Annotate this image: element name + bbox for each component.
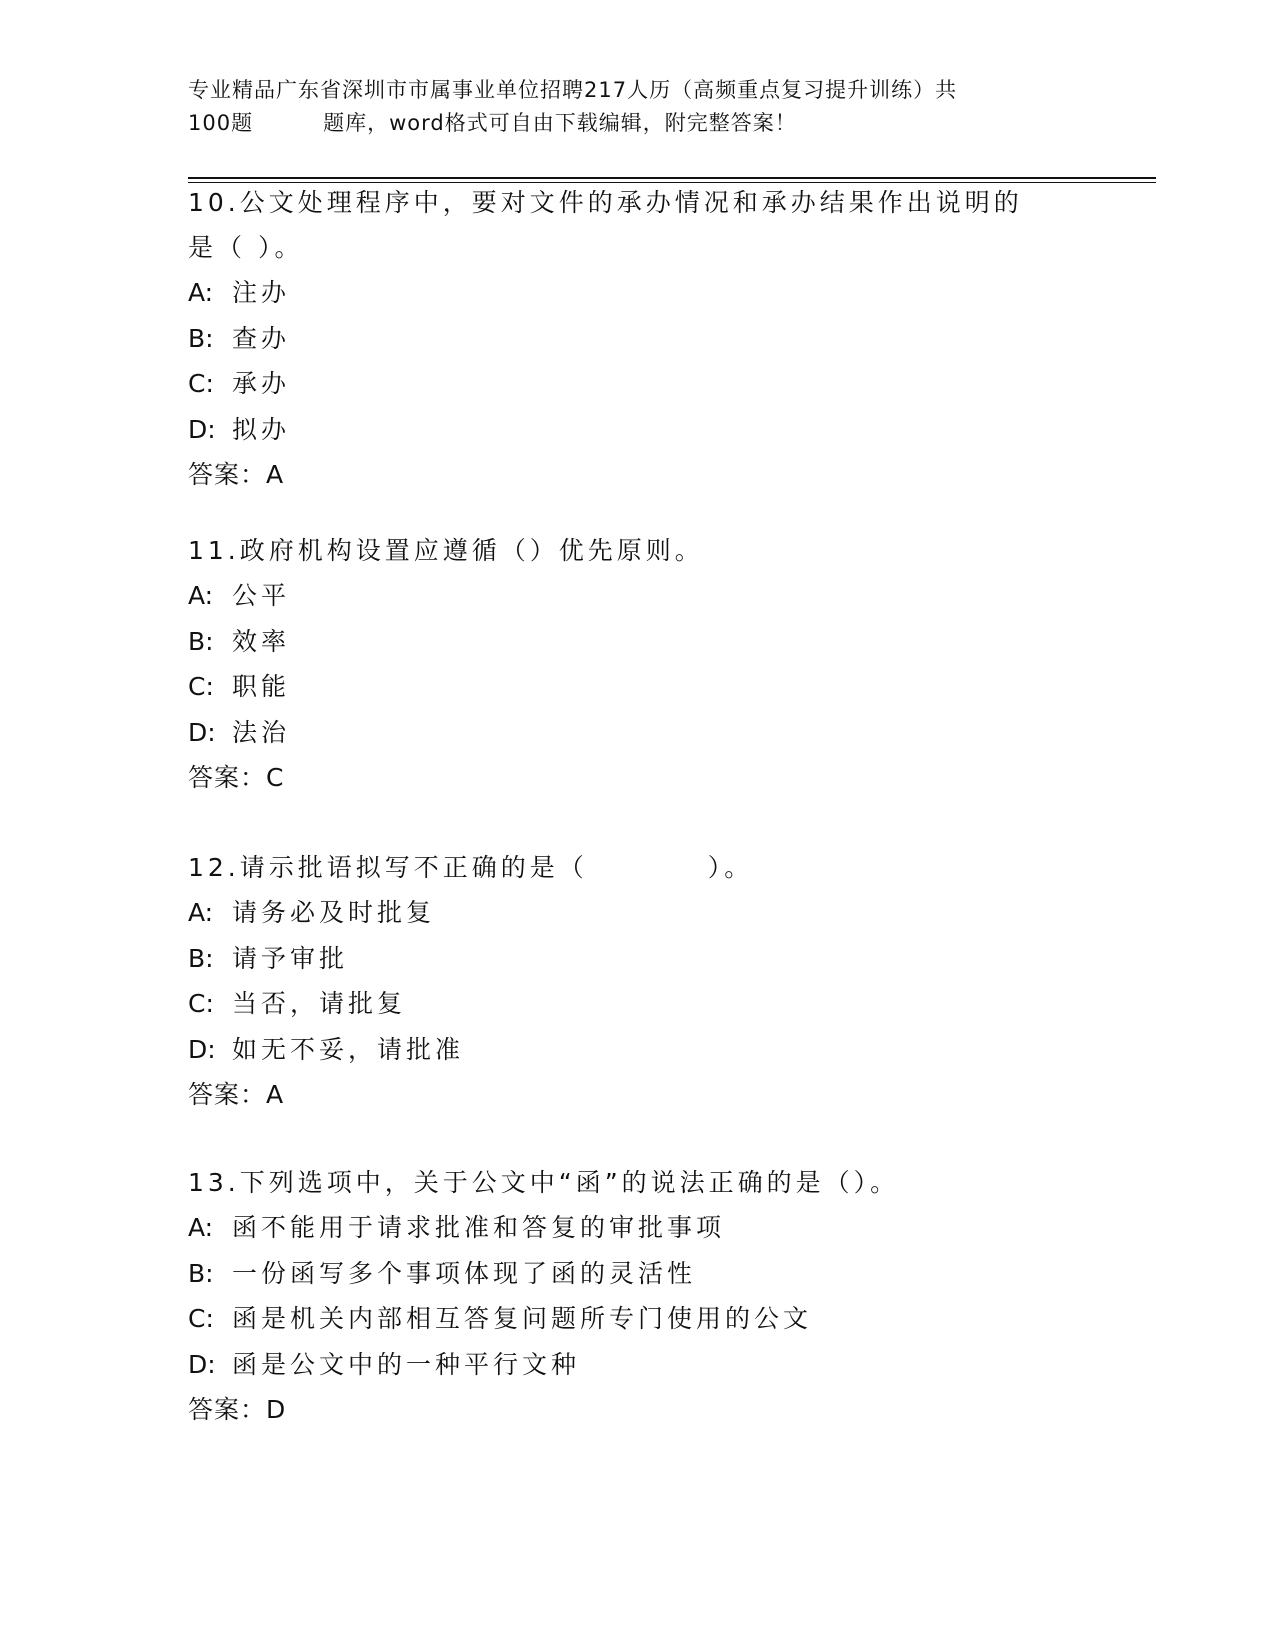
option-a [188, 1205, 1088, 1251]
option-text: 职能 [232, 672, 291, 701]
option-letter: C: [188, 1304, 214, 1333]
option-text: 查办 [232, 323, 291, 353]
question-stem-end: ）。 [707, 853, 754, 882]
question-stem [188, 845, 1088, 890]
document-header [188, 74, 1088, 140]
option-c [188, 664, 1088, 710]
question-13 [188, 1160, 1088, 1432]
option-d [188, 1027, 1088, 1073]
option-b [188, 1251, 1088, 1297]
question-stem: 13.下列选项中，关于公文中“函”的说法正确的是（）。 [188, 1168, 900, 1197]
option-letter: B: [188, 943, 214, 973]
question-12 [188, 845, 1088, 1117]
option-text: 承办 [232, 369, 291, 398]
option-text: 效率 [232, 626, 291, 656]
header-divider-thick [188, 177, 1156, 179]
option-letter: C: [188, 989, 214, 1018]
option-text: 函不能用于请求批准和答复的审批事项 [232, 1213, 726, 1242]
option-letter: A: [188, 898, 214, 927]
option-letter: D: [188, 717, 216, 747]
option-d [188, 1342, 1088, 1388]
question-10 [188, 180, 1088, 497]
option-letter: A: [188, 278, 214, 307]
option-letter: C: [188, 369, 214, 398]
option-text: 公平 [232, 581, 291, 610]
question-11 [188, 528, 1088, 800]
option-text: 请务必及时批复 [232, 898, 436, 927]
option-b [188, 936, 1088, 982]
question-stem-start: 12.请示批语拟写不正确的是（ [188, 853, 588, 882]
header-description: 题库，word格式可自由下载编辑，附完整答案！ [323, 111, 797, 135]
option-a [188, 270, 1088, 316]
option-letter: D: [188, 1349, 216, 1379]
header-line-2 [188, 107, 1088, 140]
option-d [188, 710, 1088, 756]
option-letter: C: [188, 672, 214, 701]
option-text: 当否，请批复 [232, 989, 407, 1018]
option-b [188, 316, 1088, 362]
option-text: 如无不妥，请批准 [232, 1034, 465, 1064]
question-stem: 11.政府机构设置应遵循（）优先原则。 [188, 536, 704, 565]
option-text: 函是机关内部相互答复问题所专门使用的公文 [232, 1304, 813, 1333]
option-letter: D: [188, 1034, 216, 1064]
option-letter: B: [188, 1258, 214, 1288]
option-letter: D: [188, 414, 216, 444]
option-text: 函是公文中的一种平行文种 [232, 1349, 581, 1379]
option-text: 法治 [232, 717, 291, 747]
answer-line: 答案：D [188, 1395, 287, 1424]
question-stem: 10.公文处理程序中，要对文件的承办情况和承办结果作出说明的是（ ）。 [188, 188, 1023, 262]
option-b [188, 619, 1088, 665]
option-text: 拟办 [232, 414, 291, 444]
option-c [188, 981, 1088, 1027]
option-a [188, 890, 1088, 936]
option-letter: B: [188, 626, 214, 656]
option-letter: A: [188, 1213, 214, 1242]
option-text: 一份函写多个事项体现了函的灵活性 [232, 1258, 697, 1288]
option-letter: B: [188, 323, 214, 353]
header-count: 100题 [188, 111, 254, 135]
option-letter: A: [188, 581, 214, 610]
option-c [188, 361, 1088, 407]
option-a [188, 573, 1088, 619]
header-line-1: 专业精品广东省深圳市市属事业单位招聘217人历（高频重点复习提升训练）共 [188, 78, 958, 102]
option-text: 请予审批 [232, 943, 349, 973]
answer-line: 答案：A [188, 460, 285, 489]
option-c [188, 1296, 1088, 1342]
answer-line: 答案：C [188, 763, 285, 792]
option-d [188, 407, 1088, 453]
option-text: 注办 [232, 278, 291, 307]
answer-line: 答案：A [188, 1080, 285, 1109]
